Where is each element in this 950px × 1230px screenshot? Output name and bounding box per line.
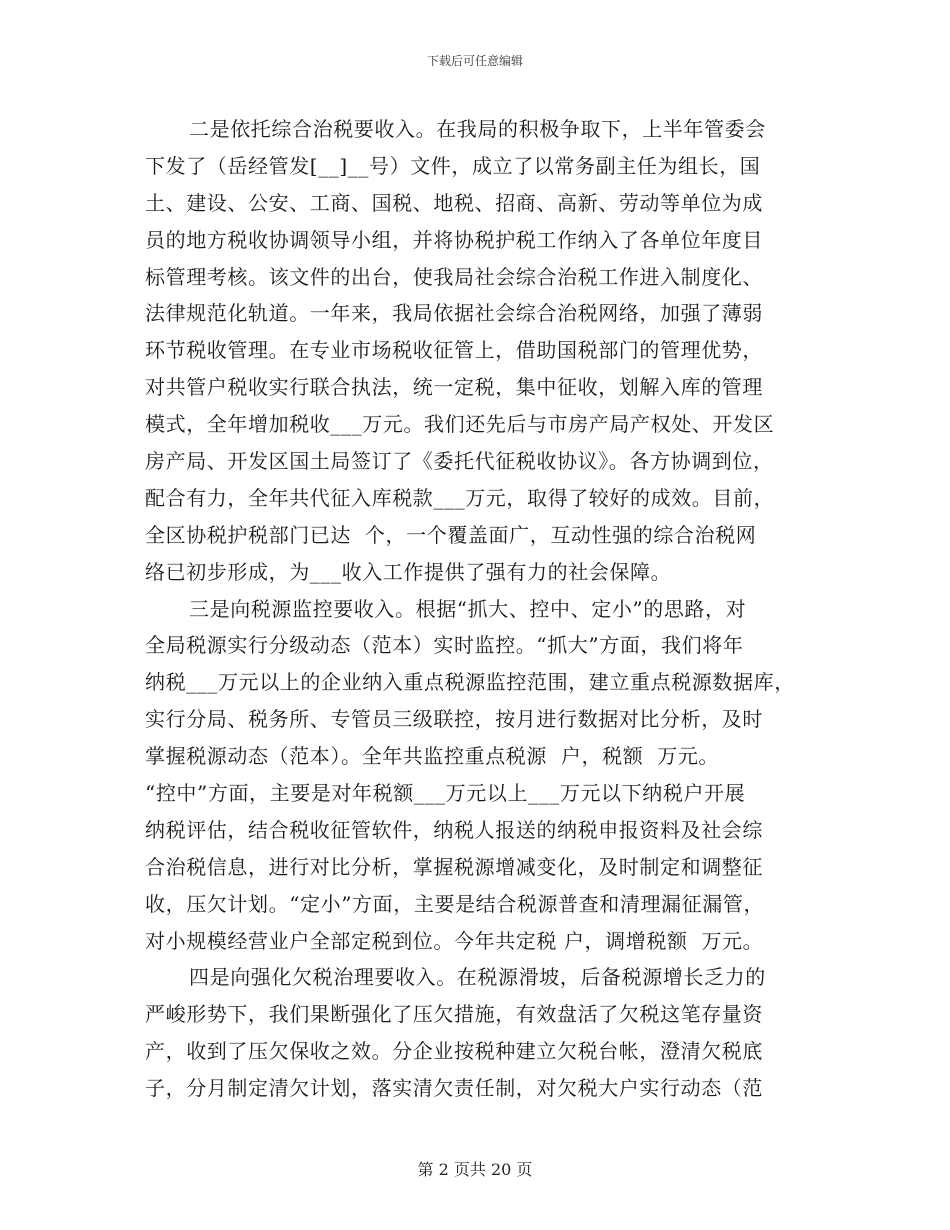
document-body — [145, 111, 817, 1107]
paragraph-line: “控中”方面，主要是对年税额___万元以上___万元以下纳税户开展 — [145, 781, 746, 806]
paragraph-line: 收，压欠计划。“定小”方面，主要是结合税源普查和清理漏征漏管， — [145, 891, 765, 916]
paragraph-line: 土、建设、公安、工商、国税、地税、招商、高新、劳动等单位为成 — [145, 190, 763, 215]
paragraph-line: 环节税收管理。在专业市场税收征管上，借助国税部门的管理优势， — [145, 338, 763, 363]
paragraph-line: 合治税信息，进行对比分析，掌握税源增减变化，及时制定和调整征 — [145, 854, 763, 879]
paragraph-line: 二是依托综合治税要收入。在我局的积极争取下，上半年管委会 — [189, 117, 766, 141]
paragraph-line: 标管理考核。该文件的出台，使我局社会综合治税工作进入制度化、 — [145, 264, 763, 289]
paragraph-line: 对小规模经营业户全部定税到位。今年共定税 户，调增税额 万元。 — [145, 928, 764, 953]
paragraph-line: 房产局、开发区国土局签订了《委托代征税收协议》。各方协调到位， — [145, 449, 774, 474]
paragraph-line: 络已初步形成，为___收入工作提供了强有力的社会保障。 — [145, 559, 672, 584]
page-footer: 第 2 页共 20 页 — [417, 1160, 533, 1179]
paragraph-line: 法律规范化轨道。一年来，我局依据社会综合治税网络，加强了薄弱 — [145, 301, 763, 326]
paragraph-line: 掌握税源动态（范本）。全年共监控重点税源 户，税额 万元。 — [145, 744, 720, 769]
paragraph-line: 产，收到了压欠保收之效。分企业按税种建立欠税台帐，澄清欠税底 — [145, 1039, 763, 1064]
paragraph-line: 纳税评估，结合税收征管软件，纳税人报送的纳税申报资料及社会综 — [145, 817, 763, 842]
page-header: 下载后可任意编辑 — [426, 54, 523, 68]
paragraph-line: 全局税源实行分级动态（范本）实时监控。“抓大”方面，我们将年 — [145, 633, 744, 658]
paragraph-line: 全区协税护税部门已达 个，一个覆盖面广，互动性强的综合治税网 — [145, 522, 757, 547]
paragraph-line: 严峻形势下，我们果断强化了压欠措施，有效盘活了欠税这笔存量资 — [145, 1002, 763, 1027]
paragraph-line: 对共管户税收实行联合执法，统一定税，集中征收，划解入库的管理 — [145, 375, 763, 400]
paragraph-line: 子，分月制定清欠计划，落实清欠责任制，对欠税大户实行动态（范 — [145, 1076, 763, 1101]
paragraph-line: 实行分局、税务所、专管员三级联控，按月进行数据对比分析，及时 — [145, 707, 763, 732]
paragraph-line: 模式，全年增加税收___万元。我们还先后与市房产局产权处、开发区 — [145, 412, 775, 437]
paragraph-line: 纳税___万元以上的企业纳入重点税源监控范围，建立重点税源数据库， — [145, 670, 795, 695]
paragraph-line: 下发了（岳经管发[__]__号）文件，成立了以常务副主任为组长，国 — [145, 153, 761, 178]
paragraph-line: 三是向税源监控要收入。根据“抓大、控中、定小”的思路，对 — [189, 596, 747, 621]
paragraph-line: 配合有力，全年共代征入库税款___万元，取得了较好的成效。目前， — [145, 485, 775, 510]
paragraph-line: 四是向强化欠税治理要收入。在税源滑坡，后备税源增长乏力的 — [189, 965, 766, 990]
paragraph-line: 员的地方税收协调领导小组，并将协税护税工作纳入了各单位年度目 — [145, 227, 763, 252]
